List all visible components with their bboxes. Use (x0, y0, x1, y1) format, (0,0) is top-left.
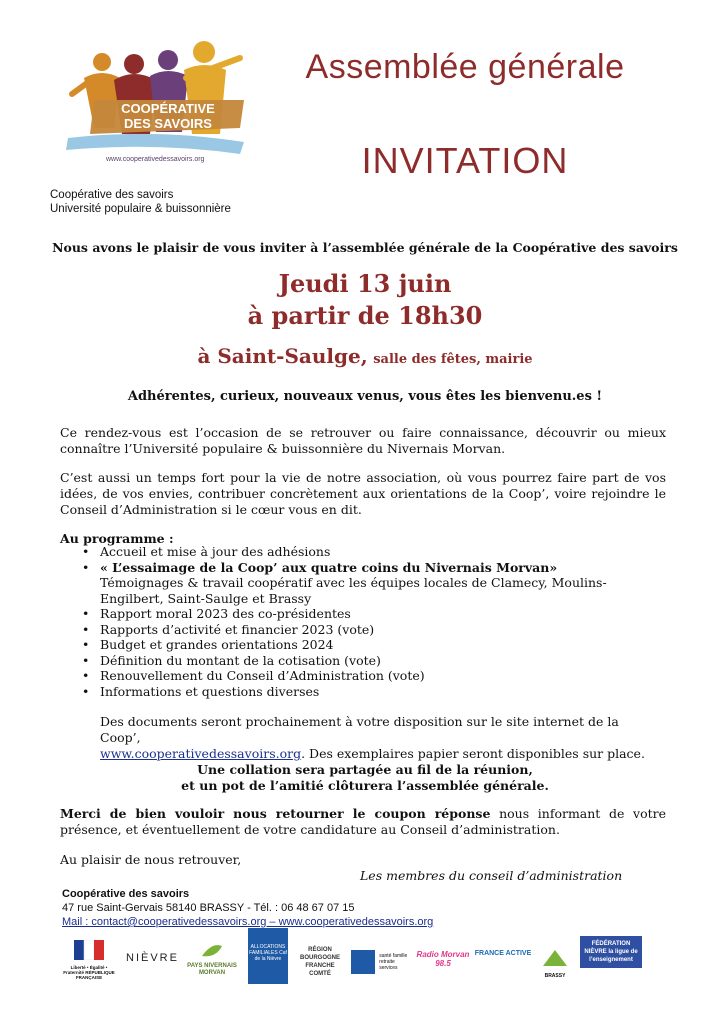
collation-note (40, 762, 690, 794)
program-title: Au programme : (60, 531, 174, 546)
program-item: • Renouvellement du Conseil d’Administration (vote) (100, 668, 660, 684)
program-item-title: « L’essaimage de la Coop’ aux quatre coins du Nivernais Morvan» (100, 559, 558, 575)
logo-figures-icon (64, 38, 248, 158)
pays-logo (180, 942, 244, 977)
ligue-logo: FÉDÉRATION NIÈVRE la ligue de l’enseignement (580, 936, 642, 968)
pays-text: PAYS NIVERNAIS MORVAN (187, 963, 237, 976)
collation-line2: et un pot de l’amitié clôturera l’assemblée générale. (181, 778, 549, 793)
documents-note (100, 714, 660, 762)
org-identity (50, 188, 231, 216)
reply-request-bold: Merci de bien vouloir nous retourner le coupon réponse (60, 806, 491, 821)
signature: Les membres du conseil d’administration (360, 868, 623, 883)
closing-text: Au plaisir de nous retrouver, (60, 852, 242, 867)
nievre-logo: NIÈVRE (126, 952, 179, 964)
page-title: Assemblée générale (305, 48, 625, 86)
logo-line1: COOPÉRATIVE (121, 101, 215, 116)
program-item-highlight (100, 560, 660, 607)
caf-logo: ALLOCATIONS FAMILIALES Caf de la Nièvre (248, 928, 288, 984)
reply-request-rest: nous informant de votre présence, et éventuellement de votre candidature au Conseil d’administration. (60, 806, 667, 837)
logo-url: www.cooperativedessavoirs.org (106, 156, 205, 163)
partner-logos (60, 928, 660, 988)
pays-leaf-icon (200, 942, 224, 958)
paragraph-1: Ce rendez-vous est l’occasion de se retrouver ou faire connaissance, découvrir ou mieux connaître l’Université populaire & buissonnière du Nivernais Morvan. (60, 425, 666, 456)
footer-contact (62, 887, 433, 929)
program-item: • Accueil et mise à jour des adhésions (100, 544, 660, 560)
cooperative-logo (64, 38, 248, 170)
republique-logo (60, 940, 118, 980)
footer-org-name: Coopérative des savoirs (62, 888, 190, 900)
documents-text-after: . Des exemplaires papier seront disponibles sur place. (301, 746, 645, 761)
logo-line2: DES SAVOIRS (124, 116, 212, 131)
event-place (40, 344, 690, 368)
msa-text: santé famille retraite services (379, 953, 408, 971)
website-link[interactable]: www.cooperativedessavoirs.org (100, 746, 302, 761)
documents-text: Des documents seront prochainement à votre disposition sur le site internet de la Coop’, (100, 714, 619, 745)
collation-line1: Une collation sera partagée au fil de la réunion, (197, 762, 533, 777)
event-time: à partir de 18h30 (247, 301, 483, 330)
program-item: • Rapport moral 2023 des co-présidentes (100, 606, 660, 622)
marianne-icon (74, 940, 104, 960)
event-date (40, 268, 690, 332)
program-item: • Rapports d’activité et financier 2023 (vote) (100, 622, 660, 638)
event-town: à Saint-Saulge, (197, 344, 368, 368)
event-day: Jeudi 13 juin (278, 269, 452, 298)
program-item: • Budget et grandes orientations 2024 (100, 637, 660, 653)
reply-request (60, 806, 666, 838)
france-active-logo: FRANCE ACTIVE (474, 950, 532, 957)
footer-address: 47 rue Saint-Gervais 58140 BRASSY - Tél. : 06 48 67 07 15 (62, 902, 355, 914)
event-venue: salle des fêtes, mairie (373, 352, 533, 367)
msa-logo (350, 950, 412, 974)
brassy-crest-icon (541, 948, 569, 968)
program-item: • Définition du montant de la cotisation (vote) (100, 653, 660, 669)
intro-text: Nous avons le plaisir de vous inviter à l’assemblée générale de la Coopérative des savoirs (52, 240, 678, 255)
program-item: • Informations et questions diverses (100, 684, 660, 700)
footer-contact-link[interactable]: Mail : contact@cooperativedessavoirs.org – www.cooperativedessavoirs.org (62, 916, 434, 928)
radio-logo: Radio Morvan 98.5 (416, 950, 470, 968)
region-logo: RÉGION BOURGOGNE FRANCHE COMTÉ (299, 947, 340, 977)
page-subtitle: INVITATION (361, 140, 569, 181)
msa-icon (351, 950, 375, 974)
welcome-text: Adhérentes, curieux, nouveaux venus, vous êtes les bienvenu.es ! (127, 389, 603, 404)
program-item-detail: Témoignages & travail coopératif avec les équipes locales de Clamecy, Moulins-Engilbert, Saint-Saulge et Brassy (100, 575, 607, 606)
brassy-text: BRASSY (544, 973, 566, 979)
paragraph-2: C’est aussi un temps fort pour la vie de notre association, où vous pourrez faire part de vos idées, de vos envies, contribuer concrètement aux orientations de la Coop’, voire rejoindre le Conseil d’Administration si le cœur vous en dit. (60, 470, 666, 517)
program-list (82, 544, 660, 699)
org-name: Coopérative des savoirs (50, 189, 174, 201)
brassy-logo (538, 948, 572, 979)
org-subtitle: Université populaire & buissonnière (50, 203, 231, 215)
republique-text: Liberté • Égalité • Fraternité RÉPUBLIQUE FRANÇAISE (63, 965, 115, 980)
